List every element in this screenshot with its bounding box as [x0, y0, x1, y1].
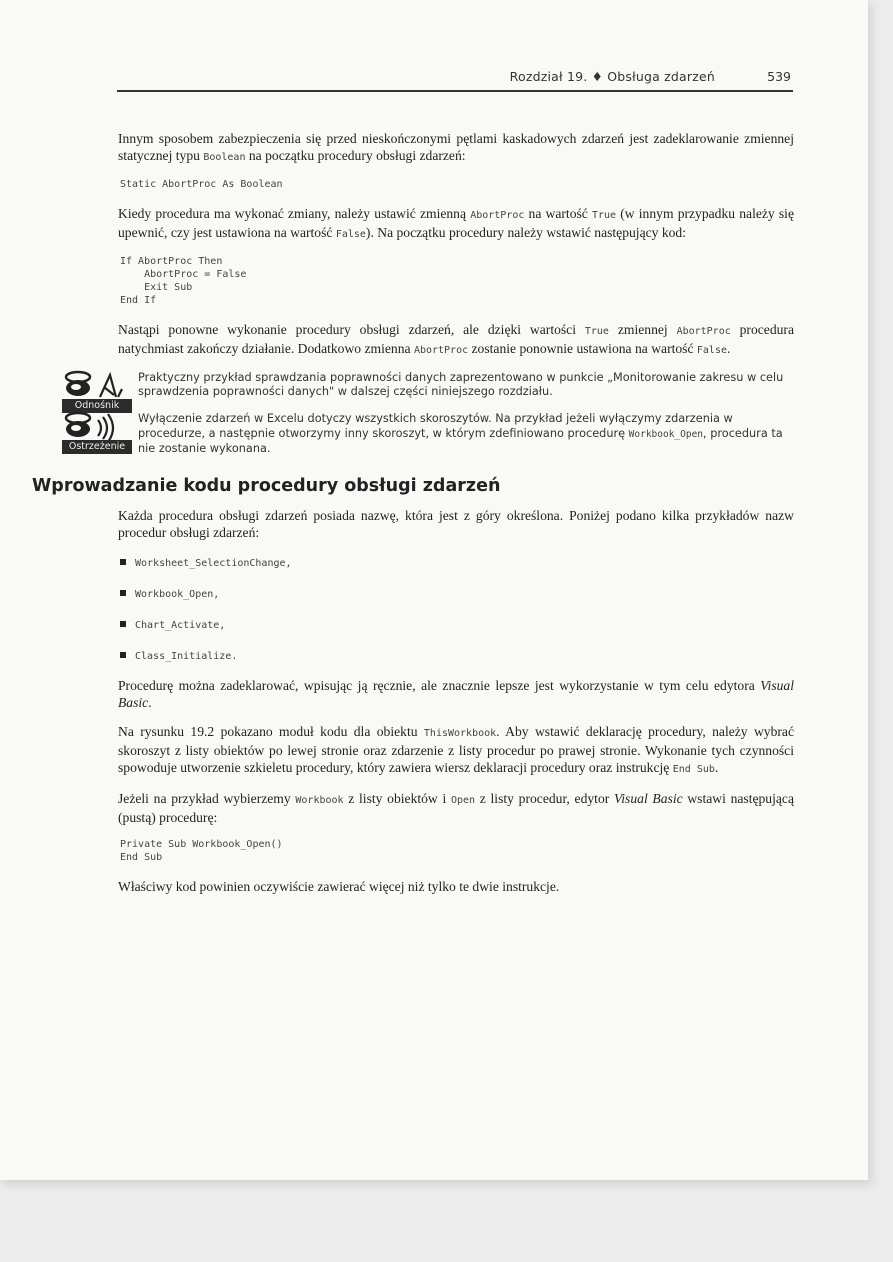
paragraph-5	[118, 677, 794, 711]
inline-code: Workbook_Open	[628, 428, 704, 440]
list-item	[118, 646, 794, 665]
list-item-text: Chart_Activate,	[135, 620, 226, 632]
inline-code: True	[592, 210, 617, 221]
bullet-icon	[120, 590, 126, 596]
page-number: 539	[767, 69, 791, 84]
inline-code: AbortProc	[413, 345, 469, 356]
inline-code: ThisWorkbook	[423, 728, 497, 740]
inline-code: AbortProc	[676, 326, 731, 337]
text: zostanie ponownie ustawiona na wartość	[468, 341, 697, 356]
text: .	[148, 695, 152, 711]
reference-icon	[62, 369, 132, 415]
code-block-2: If AbortProc Then AbortProc = False Exit Sub End If	[120, 256, 247, 306]
text: .	[727, 341, 731, 356]
text: wstawi następującą (pustą) procedurę:	[118, 791, 794, 826]
code-block-1: Static AbortProc As Boolean	[120, 179, 283, 190]
paragraph-7	[118, 790, 794, 826]
paragraph-3	[118, 321, 794, 359]
warning-badge: Ostrzeżenie	[62, 440, 132, 454]
list-item-text: Worksheet_SelectionChange,	[135, 558, 292, 570]
text: z listy procedur, edytor	[475, 791, 614, 807]
paragraph-6	[118, 723, 794, 778]
bullet-icon	[120, 652, 126, 658]
reference-graphic	[64, 369, 130, 401]
reference-badge: Odnośnik	[62, 399, 132, 413]
paragraph-4: Każda procedura obsługi zdarzeń posiada nazwę, która jest z góry określona. Poniżej podano kilka przykładów nazw procedur obsługi zdarzeń:	[118, 508, 794, 541]
code-block-3: Private Sub Workbook_Open() End Sub	[120, 839, 283, 864]
page-content	[32, 130, 794, 907]
text: . Aby wstawić deklarację procedury, należy wybrać skoroszyt z listy obiektów po lewej stronie oraz zdarzenie z listy procedur po prawej stronie. Wykonanie tych czynności spowoduje utworzenie szkieletu procedury, który zawiera wiersz deklaracji procedury oraz instrukcję	[118, 724, 794, 776]
text: na wartość	[524, 206, 592, 221]
inline-code: End Sub	[672, 764, 715, 776]
text: Nastąpi ponowne wykonanie procedury obsługi zdarzeń, ale dzięki wartości	[118, 322, 585, 337]
text: Na rysunku 19.2 pokazano moduł kodu dla obiektu	[118, 724, 424, 740]
text: procedura natychmiast zakończy działanie. Dodatkowo zmienna	[118, 322, 794, 356]
text: Innym sposobem zabezpieczenia się przed nieskończonymi pętlami kaskadowych zdarzeń jest zadeklarowanie zmiennej statycznej typu	[118, 131, 794, 163]
reference-text: Praktyczny przykład sprawdzania poprawności danych zaprezentowano w punkcie „Monitorowanie zakresu w celu sprawdzenia poprawności danych" w dalszej części niniejszego rozdziału.	[138, 371, 784, 399]
text: z listy obiektów i	[343, 791, 451, 807]
inline-code: Open	[450, 795, 476, 807]
chapter-title: Rozdział 19. ♦ Obsługa zdarzeń	[509, 69, 715, 84]
italic-text: Visual Basic	[613, 791, 683, 807]
italic-text: Visual Basic	[118, 678, 794, 711]
warning-text: , procedura ta nie zostanie wykonana.	[138, 426, 783, 455]
warning-icon	[62, 410, 132, 456]
inline-code: Workbook	[295, 795, 344, 807]
list-item	[118, 553, 794, 572]
paragraph-8: Właściwy kod powinien oczywiście zawierać więcej niż tylko te dwie instrukcje.	[118, 879, 560, 895]
section-heading: Wprowadzanie kodu procedury obsługi zdarzeń	[32, 476, 501, 497]
text: .	[714, 760, 719, 776]
list-item	[118, 615, 794, 634]
inline-code: AbortProc	[470, 210, 525, 221]
text: zmiennej	[608, 322, 677, 337]
inline-code: False	[335, 229, 366, 240]
text: Procedurę można zadeklarować, wpisując ją ręcznie, ale znacznie lepsze jest wykorzystanie w tym celu edytora	[118, 678, 761, 694]
event-name-list	[118, 553, 794, 665]
running-header	[117, 64, 793, 92]
text: (w innym przypadku należy się upewnić, czy jest ustawiona na wartość	[118, 206, 794, 240]
warning-text: Wyłączenie zdarzeń w Excelu dotyczy wszystkich skoroszytów. Na przykład jeżeli wyłączymy zdarzenia w procedurze, a następnie otworzymy inny skoroszyt, w którym zdefiniowano procedurę	[138, 412, 733, 440]
text: Jeżeli na przykład wybierzemy	[118, 791, 296, 807]
warning-note	[68, 412, 794, 456]
inline-code: Boolean	[203, 152, 246, 163]
bullet-icon	[120, 559, 126, 565]
paragraph-1	[118, 130, 794, 166]
list-item-text: Workbook_Open,	[135, 589, 220, 601]
text: ). Na początku procedury należy wstawić następujący kod:	[365, 225, 687, 240]
text: na początku procedury obsługi zdarzeń:	[245, 148, 466, 163]
text: Kiedy procedura ma wykonać zmiany, należy ustawić zmienną	[118, 206, 471, 221]
reference-note	[74, 371, 794, 411]
list-item-text: Class_Initialize.	[135, 651, 238, 663]
inline-code: True	[584, 326, 609, 337]
bullet-icon	[120, 621, 126, 627]
list-item	[118, 584, 794, 603]
inline-code: False	[696, 345, 727, 356]
paragraph-2	[118, 205, 794, 243]
warning-graphic	[64, 410, 130, 442]
